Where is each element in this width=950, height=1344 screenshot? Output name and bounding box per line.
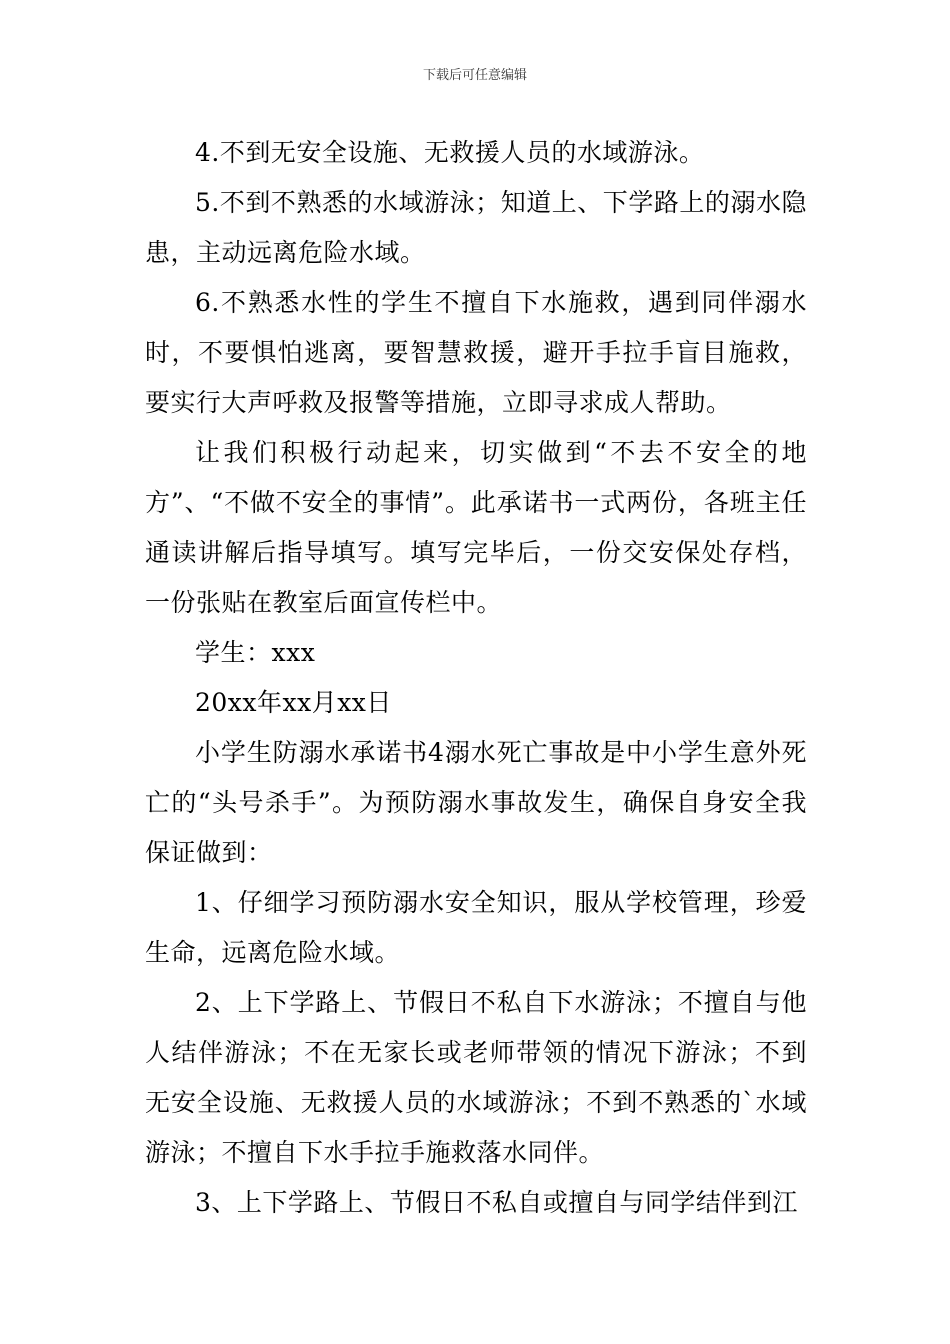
document-body [145,128,807,1228]
paragraph: 1、仔细学习预防溺水安全知识，服从学校管理，珍爱生命，远离危险水域。 [145,888,807,967]
paragraph: 小学生防溺水承诺书4溺水死亡事故是中小学生意外死亡的“头号杀手”。为预防溺水事故发生，确保自身安全我保证做到： [145,738,807,867]
paragraph: 6.不熟悉水性的学生不擅自下水施救，遇到同伴溺水时，不要惧怕逃离，要智慧救援，避开手拉手盲目施救，要实行大声呼救及报警等措施，立即寻求成人帮助。 [145,288,807,417]
page-header: 下载后可任意编辑 [422,68,527,83]
paragraph: 3、上下学路上、节假日不私自或擅自与同学结伴到江 [195,1188,798,1217]
student-signature: 学生：xxx [195,638,316,667]
paragraph: 4.不到无安全设施、无救援人员的水域游泳。 [195,138,705,167]
paragraph: 5.不到不熟悉的水域游泳；知道上、下学路上的溺水隐患，主动远离危险水域。 [145,188,807,267]
date-line: 20xx年xx月xx日 [195,688,392,717]
paragraph: 让我们积极行动起来，切实做到“不去不安全的地方”、“不做不安全的事情”。此承诺书一式两份，各班主任通读讲解后指导填写。填写完毕后，一份交安保处存档，一份张贴在教室后面宣传栏中。 [145,438,807,617]
paragraph: 2、上下学路上、节假日不私自下水游泳；不擅自与他人结伴游泳；不在无家长或老师带领的情况下游泳；不到无安全设施、无救援人员的水域游泳；不到不熟悉的`水域游泳；不擅自下水手拉手施救落水同伴。 [145,988,807,1167]
